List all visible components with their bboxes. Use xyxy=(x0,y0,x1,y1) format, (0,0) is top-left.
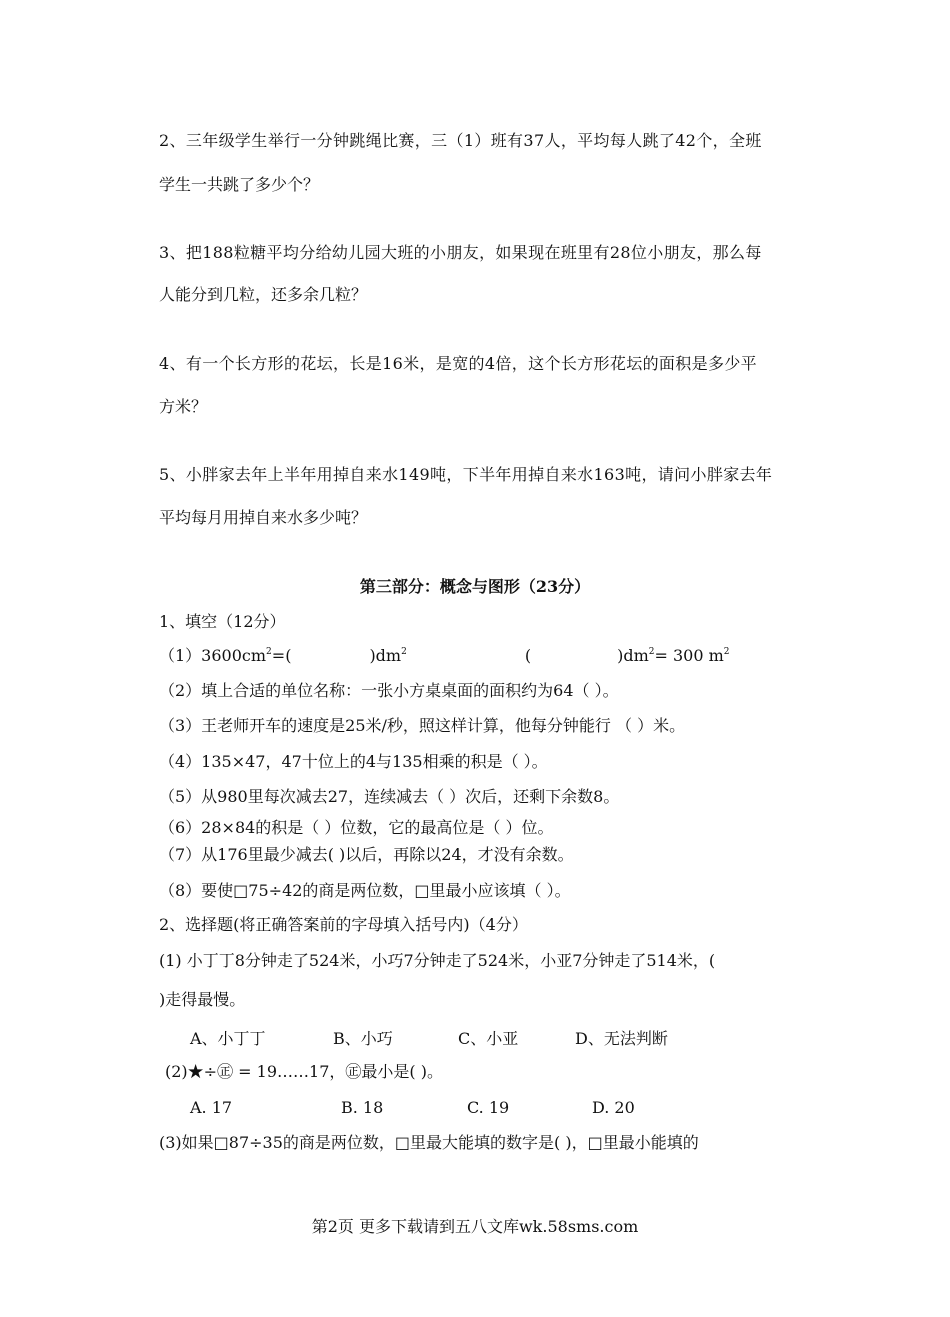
problem-3-line-2: 人能分到几粒，还多余几粒？ xyxy=(159,285,368,304)
problem-4-line-2: 方米？ xyxy=(159,397,208,416)
problem-5-line-1: 5、小胖家去年上半年用掉自来水149吨，下半年用掉自来水163吨，请问小胖家去年 xyxy=(159,465,773,484)
choice-1-option-a: A、小丁丁 xyxy=(190,1029,266,1048)
problem-5-line-2: 平均每月用掉自来水多少吨？ xyxy=(159,508,368,527)
choice-2: (2)★÷㊣ = 19……17，㊣最小是( )。 xyxy=(165,1062,443,1081)
fill-item-5: （5）从980里每次减去27，连续减去（ ）次后，还剩下余数8。 xyxy=(159,787,620,806)
fill-1-part-a: （1）3600cm xyxy=(159,646,267,665)
problem-2-line-1: 2、三年级学生举行一分钟跳绳比赛，三（1）班有37人，平均每人跳了42个，全班 xyxy=(159,131,762,150)
fill-1-part-b: =( xyxy=(271,646,292,665)
fill-item-7: （7）从176里最少减去( )以后，再除以24，才没有余数。 xyxy=(159,845,574,864)
choice-1-option-b: B、小巧 xyxy=(333,1029,393,1048)
choice-1-option-d: D、无法判断 xyxy=(575,1029,668,1048)
choice-heading: 2、选择题(将正确答案前的字母填入括号内)（4分） xyxy=(159,915,528,934)
problem-4-line-1: 4、有一个长方形的花坛，长是16米，是宽的4倍，这个长方形花坛的面积是多少平 xyxy=(159,354,758,373)
problem-3-line-1: 3、把188粒糖平均分给幼儿园大班的小朋友，如果现在班里有28位小朋友，那么每 xyxy=(159,243,762,262)
choice-2-option-a: A. 17 xyxy=(190,1098,233,1117)
choice-2-option-b: B. 18 xyxy=(341,1098,384,1117)
fill-item-2: （2）填上合适的单位名称：一张小方桌桌面的面积约为64（ ）。 xyxy=(159,681,619,700)
fill-item-8: （8）要使□75÷42的商是两位数，□里最小应该填（ ）。 xyxy=(159,881,571,900)
problem-2-line-2: 学生一共跳了多少个？ xyxy=(159,175,320,194)
fill-item-6: （6）28×84的积是（ ）位数，它的最高位是（ ）位。 xyxy=(159,818,554,837)
fill-heading: 1、填空（12分） xyxy=(159,612,286,631)
choice-1-line-1: (1) 小丁丁8分钟走了524米，小巧7分钟走了524米，小亚7分钟走了514米，( xyxy=(159,951,716,970)
choice-1-line-2: )走得最慢。 xyxy=(159,990,246,1009)
choice-2-option-c: C. 19 xyxy=(467,1098,510,1117)
choice-2-option-d: D. 20 xyxy=(592,1098,635,1117)
page-footer: 第2页 更多下载请到五八文库wk.58sms.com xyxy=(311,1217,639,1236)
superscript-2: 2 xyxy=(266,647,272,657)
superscript-2: 2 xyxy=(648,647,655,657)
choice-3: (3)如果□87÷35的商是两位数，□里最大能填的数字是( )，□里最小能填的 xyxy=(159,1133,699,1152)
superscript-2: 2 xyxy=(401,647,407,657)
fill-item-1 xyxy=(159,646,730,666)
choice-1-option-c: C、小亚 xyxy=(458,1029,519,1048)
fill-item-3: （3）王老师开车的速度是25米/秒，照这样计算，他每分钟能行 （ ）米。 xyxy=(159,716,686,735)
fill-1-part-f: = 300 m xyxy=(654,646,724,665)
section-title: 第三部分：概念与图形（23分） xyxy=(359,577,591,596)
fill-1-part-d: ( xyxy=(524,646,532,665)
fill-1-part-e: )dm xyxy=(617,646,649,665)
fill-item-4: （4）135×47，47十位上的4与135相乘的积是（ ）。 xyxy=(159,752,548,771)
fill-1-part-c: )dm xyxy=(369,646,402,665)
superscript-2: 2 xyxy=(723,647,730,657)
